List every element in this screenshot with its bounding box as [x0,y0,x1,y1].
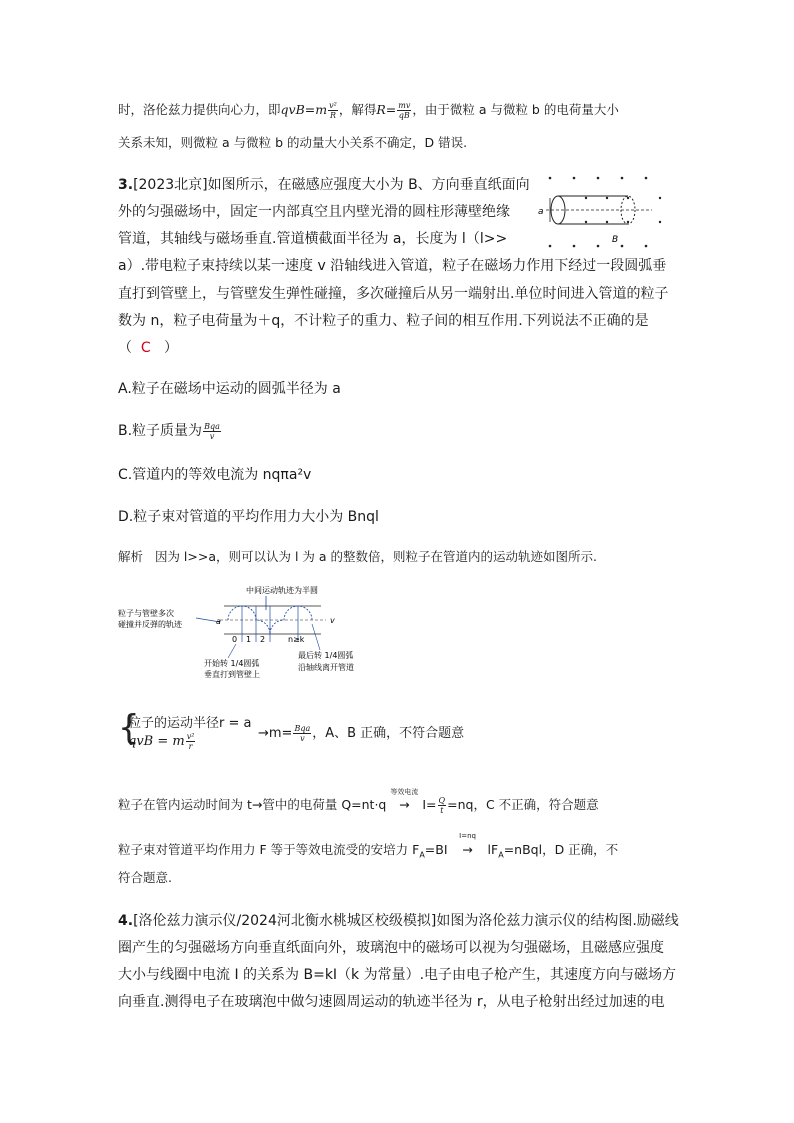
svg-text:粒子与管壁多次: 粒子与管壁多次 [118,609,174,618]
option-d[interactable]: D.粒子束对管道的平均作用力大小为 Bnql [118,509,379,525]
q3-answer-line: （ C ） [118,340,179,356]
svg-text:中间运动轨迹为半圆: 中间运动轨迹为半圆 [246,586,318,595]
solution-line3: 粒子在管内运动时间为 t→管中的电荷量 Q=nt·q 等效电流 → I= $\frac{Q}{t}$ =nq，C 不正确，符合题意 [118,788,599,815]
svg-text:沿轴线离开管道: 沿轴线离开管道 [298,663,354,672]
svg-text:开始转 1/4圆弧: 开始转 1/4圆弧 [204,659,260,668]
svg-text:最后转 1/4圆弧: 最后转 1/4圆弧 [298,651,354,660]
solution-trajectory-figure [116,580,366,680]
q4-source: [洛伦兹力演示仪/2024河北衡水桃城区校级模拟] [133,913,437,929]
q3-line3: 管道，其轴线与磁场垂直.管道横截面半径为 a，长度为 l（l>> [118,231,508,247]
option-c[interactable]: C.管道内的等效电流为 nqπa²v [118,467,312,483]
svg-text:v: v [330,616,335,625]
q4-line1: 4.[洛伦兹力演示仪/2024河北衡水桃城区校级模拟]如图为洛伦兹力演示仪的结构图.励磁线 [118,913,679,929]
q3-line2: 外的匀强磁场中，固定一内部真空且内壁光滑的圆柱形薄壁绝缘 [118,204,510,220]
q4-line2: 圈产生的匀强磁场方向垂直纸面向外，玻璃泡中的磁场可以视为匀强磁场，且磁感应强度 [118,940,664,956]
q3-source: [2023北京] [133,177,208,193]
option-b[interactable]: B.粒子质量为 $\frac{\text{Bqa}}{v}$ [118,421,220,441]
q4-line4: 向垂直.测得电子在玻璃泡中做匀速圆周运动的轨迹半径为 r，从电子枪射出经过加速的电 [118,994,665,1010]
q3-line4: a）.带电粒子束持续以某一速度 v 沿轴线进入管道，粒子在磁场力作用下经过一段圆弧垂 [118,258,667,274]
svg-text:0: 0 [232,635,238,644]
option-a[interactable]: A.粒子在磁场中运动的圆弧半径为 a [118,381,341,397]
field-dots [549,177,662,248]
solution-line4: 粒子束对管道平均作用力 F 等于等效电流受的安培力 $F_A=BI$ I=nq → $lF_A=nBql$，D 正确，不 [118,832,619,860]
fig-B-label: B [612,235,619,245]
p1-line1: 时，洛伦兹力提供向心力，即qvB=m $\frac{\text{v²}}{R}$ ，解得R= $\frac{mv}{qB}$ ，由于微粒 a 与微粒 b 的电荷量大小 [118,101,619,120]
solution-label: 解析 [118,549,144,564]
q4-number: 4. [118,913,134,929]
svg-text:2: 2 [260,635,266,644]
q3-line5: 直打到管壁上，与管壁发生弹性碰撞，多次碰撞后从另一端射出.单位时间进入管道的粒子 [118,286,669,302]
svg-text:n≥k: n≥k [288,635,305,644]
q3-pipe-figure [532,170,672,252]
fig-a-label: a [538,207,544,217]
p1-line2: 关系未知，则微粒 a 与微粒 b 的动量大小关系不确定，D 错误. [118,135,468,150]
q3-line6: 数为 n，粒子电荷量为＋q，不计粒子的重力、粒子间的相互作用.下列说法不正确的是 [118,313,649,329]
q4-line3: 大小与线圈中电流 I 的关系为 B=kI（k 为常量）.电子由电子枪产生，其速度方向与磁场方 [118,967,677,983]
solution-line5: 符合题意. [118,870,172,885]
q3-number: 3. [118,177,134,193]
solution-line1: 解析 因为 l>>a，则可以认为 l 为 a 的整数倍，则粒子在管道内的运动轨迹如图所示. [118,549,597,564]
svg-text:垂直打到管壁上: 垂直打到管壁上 [204,670,260,679]
svg-text:碰撞并反弹的轨迹: 碰撞并反弹的轨迹 [118,620,182,629]
svg-text:a: a [216,617,221,626]
q3-line1: 3.[2023北京]如图所示，在磁感应强度大小为 B、方向垂直纸面向 [118,177,530,193]
q3-answer: C [140,340,151,356]
svg-text:1: 1 [246,635,252,644]
